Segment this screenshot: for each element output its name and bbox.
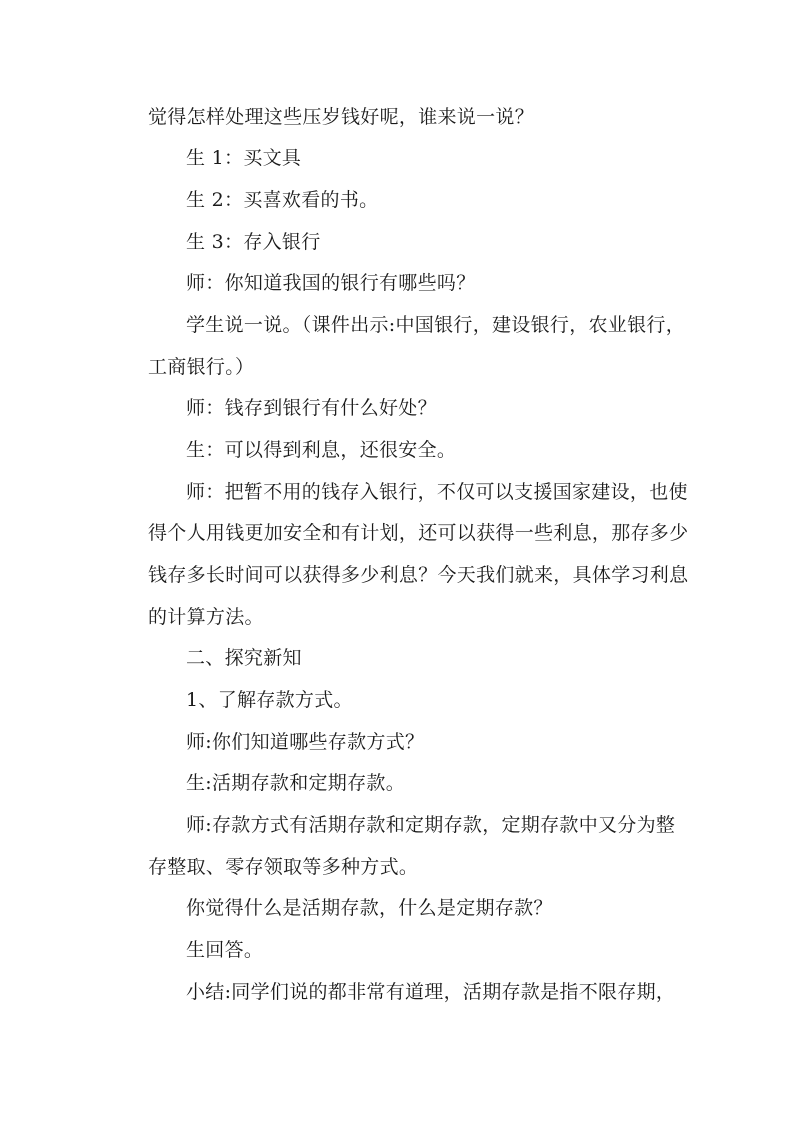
text-line: 生：可以得到利息，还很安全。 [186,439,457,461]
text-line: 生 2：买喜欢看的书。 [186,189,379,211]
text-line: 你觉得什么是活期存款，什么是定期存款？ [186,897,553,919]
text-line: 的计算方法。 [148,606,264,628]
text-line: 钱存多长时间可以获得多少利息？今天我们就来，具体学习利息 [148,564,689,586]
text-line: 生 1：买文具 [186,147,302,169]
text-line: 生回答。 [186,939,264,961]
text-line: 生 3：存入银行 [186,231,321,253]
text-line: 觉得怎样处理这些压岁钱好呢，谁来说一说？ [148,106,535,128]
text-line: 师:你们知道哪些存款方式？ [186,731,425,753]
text-line: 存整取、零存领取等多种方式。 [148,856,419,878]
text-line: 得个人用钱更加安全和有计划，还可以获得一些利息，那存多少 [148,522,689,544]
text-line: 师：钱存到银行有什么好处？ [186,397,437,419]
text-line: 小结:同学们说的都非常有道理，活期存款是指不限存期， [186,981,676,1003]
text-line: 师:存款方式有活期存款和定期存款，定期存款中又分为整 [186,814,676,836]
text-line: 师：你知道我国的银行有哪些吗？ [186,272,476,294]
section-heading: 二、探究新知 [186,647,302,669]
text-line: 学生说一说。（课件出示:中国银行，建设银行，农业银行， [186,314,686,336]
text-line: 工商银行。） [148,356,255,378]
subsection-heading: 1、了解存款方式。 [186,689,353,711]
text-line: 生:活期存款和定期存款。 [186,772,406,794]
text-line: 师：把暂不用的钱存入银行，不仅可以支援国家建设，也使 [186,481,688,503]
